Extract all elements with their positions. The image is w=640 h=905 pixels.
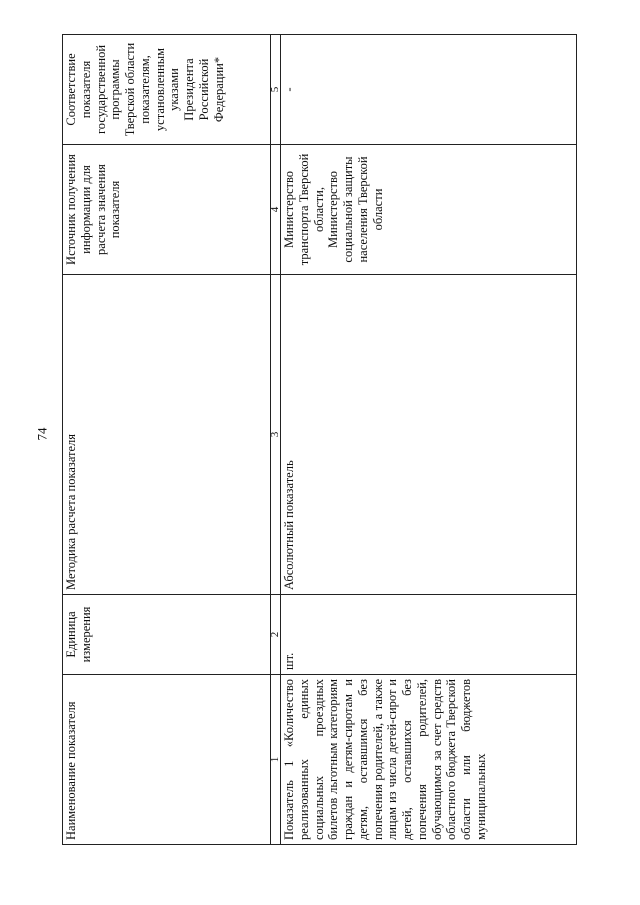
- column-number: 5: [271, 35, 281, 145]
- header-source: Источник получения информации для расчета значения показателя: [63, 145, 271, 275]
- header-unit: Единица измерения: [63, 595, 271, 675]
- source-cell: Министерство транспорта Тверской области, Министерство социальной защиты населения Тверской области: [281, 145, 577, 275]
- compliance-cell: -: [281, 35, 577, 145]
- indicator-table-wrapper: [62, 35, 577, 845]
- table-row: [281, 35, 577, 845]
- column-number-row: [271, 35, 281, 845]
- header-row: [63, 35, 271, 845]
- page-number: 74: [34, 427, 50, 441]
- indicator-table: [62, 34, 577, 845]
- column-number: 2: [271, 595, 281, 675]
- header-compliance: Соответствие показателя государственной программы Тверской области показателям, установленным указами Президента Российской Федерации*: [63, 35, 271, 145]
- header-indicator-name: Наименование показателя: [63, 675, 271, 845]
- unit-cell: шт.: [281, 595, 577, 675]
- indicator-name-cell: Показатель 1 «Количество реализованных единых социальных проездных билетов льготным категориям граждан и детям-сиротам и детям, оставшимся без попечения родителей, а также лицам из числа детей-сирот и детей, оставшихся без попечения родителей, обучающимся за счет средств областного бюджета Тверской области или бюджетов муниципальных: [281, 675, 577, 845]
- column-number: 4: [271, 145, 281, 275]
- column-number: 1: [271, 675, 281, 845]
- header-method: Методика расчета показателя: [63, 275, 271, 595]
- method-cell: Абсолютный показатель: [281, 275, 577, 595]
- column-number: 3: [271, 275, 281, 595]
